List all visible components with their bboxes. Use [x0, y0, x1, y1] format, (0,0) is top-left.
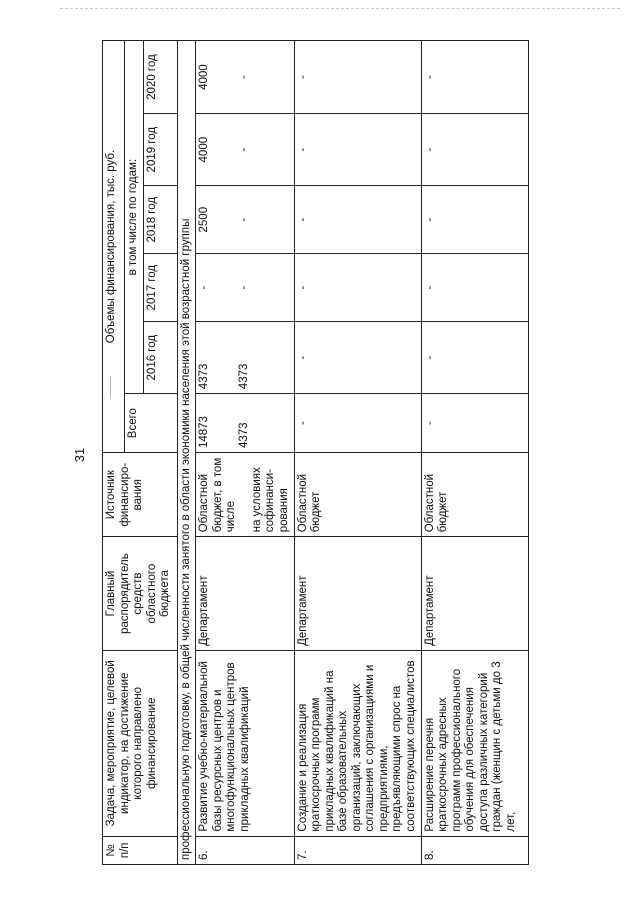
row-2019: - [294, 114, 421, 186]
table-row [294, 41, 421, 865]
row-2017: - [294, 254, 421, 322]
row-2018: 2500 - [196, 186, 294, 254]
row-2017: - [421, 254, 528, 322]
row-2020: - [421, 41, 528, 114]
row-2019-cofinancing: - [237, 147, 250, 152]
row-total [196, 394, 294, 453]
rotated-page [72, 40, 617, 865]
header-year-2018: 2018 год [143, 186, 177, 254]
scan-top-rule [60, 8, 620, 9]
row-task: Развитие учебно-материальной базы ресурсных центров и многофункциональных центров прикладных квалификаций [196, 650, 294, 836]
row-2019: - [421, 114, 528, 186]
page-number: 31 [72, 447, 87, 463]
section-title: профессиональную подготовку, в общей численности занятого в области экономики населения этой возрастной группы [177, 41, 196, 865]
row-total: - [294, 394, 421, 453]
row-2019: 4000 - [196, 114, 294, 186]
row-num: 8. [421, 836, 528, 864]
row-2018: - [421, 186, 528, 254]
row-num: 7. [294, 836, 421, 864]
row-2016 [196, 322, 294, 394]
row-2016-main: 4373 [198, 363, 211, 390]
row-2018: - [294, 186, 421, 254]
row-2020: - [294, 41, 421, 114]
header-total: Всего [125, 394, 178, 453]
header-num: № п/п [103, 836, 178, 864]
row-2016: - [421, 322, 528, 394]
row-2020-cofinancing: - [237, 75, 250, 79]
row-source-main: Областной бюджет, в том числе [198, 457, 238, 533]
header-by-years: в том числе по годам: [125, 41, 144, 394]
header-year-2016: 2016 год [143, 322, 177, 394]
financing-table [102, 40, 529, 865]
header-year-2017: 2017 год [143, 254, 177, 322]
row-task: Расширение перечня краткосрочных адресных программ профессионального обучения для обеспечения доступа различных категорий граждан (женщин с детьми до 3 лет, [421, 650, 528, 836]
row-manager: Департамент [196, 537, 294, 651]
row-2017: - - [196, 254, 294, 322]
row-source-cofinancing: на условиях софинанси-рования [250, 467, 290, 533]
table-row [421, 41, 528, 865]
header-task: Задача, мероприятие, целевой индикатор, на достижение которого направлено финансирование [103, 650, 178, 836]
row-total-main: 14873 [198, 416, 211, 449]
row-manager: Департамент [421, 537, 528, 651]
header-source: Источник финансиро-вания [103, 453, 178, 537]
row-2018-cofinancing: - [237, 217, 250, 222]
row-2017-cofinancing: - [237, 285, 250, 290]
header-volumes: Объемы финансирования, тыс. руб. [103, 41, 125, 453]
row-2020: 4000 - [196, 41, 294, 114]
row-total: - [421, 394, 528, 453]
row-2016-cofinancing: 4373 [237, 363, 250, 390]
header-year-2020: 2020 год [143, 41, 177, 114]
row-source [196, 453, 294, 537]
header-manager: Главный распорядитель средств областного бюджета [103, 537, 178, 651]
row-source: Областной бюджет [421, 453, 528, 537]
row-2016: - [294, 322, 421, 394]
row-num: 6. [196, 836, 294, 864]
row-total-cofinancing: 4373 [237, 422, 250, 449]
row-manager: Департамент [294, 537, 421, 651]
header-year-2019: 2019 год [143, 114, 177, 186]
row-source: Областной бюджет [294, 453, 421, 537]
row-task: Создание и реализация краткосрочных программ прикладных квалификаций на базе образовательных организаций, заключающих соглашения с организациями и предприятиями, предъявляющими спрос на соответствующих специалистов [294, 650, 421, 836]
table-row [196, 41, 294, 865]
